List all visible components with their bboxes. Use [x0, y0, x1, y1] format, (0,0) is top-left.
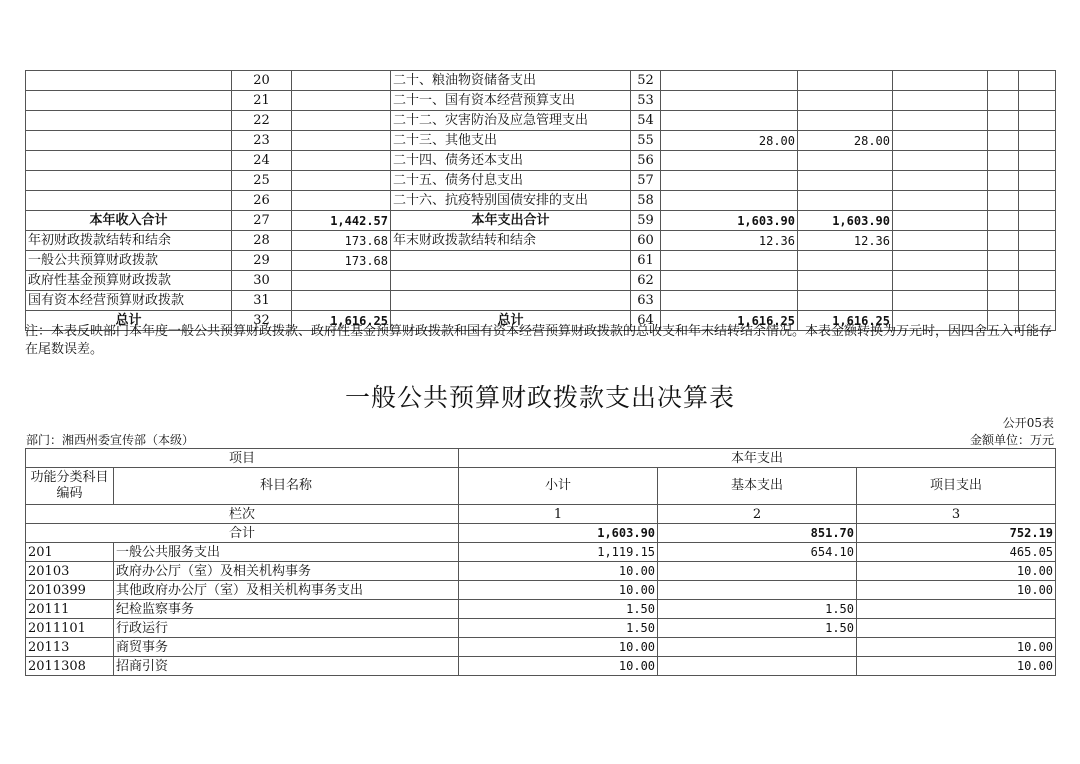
table-cell: 31: [232, 291, 292, 311]
table-cell: 27: [232, 211, 292, 231]
table-cell: [26, 191, 232, 211]
table-cell: [798, 91, 893, 111]
table-cell: 二十四、债务还本支出: [391, 151, 631, 171]
table-cell: 62: [631, 271, 661, 291]
table-cell: 年末财政拨款结转和结余: [391, 231, 631, 251]
table-cell: [292, 291, 391, 311]
summary-table: [25, 70, 1056, 331]
table-cell-basic: 1.50: [658, 600, 857, 619]
table-cell: [893, 111, 988, 131]
total-project: 752.19: [857, 524, 1056, 543]
table-row: [26, 131, 1056, 151]
table-cell: 28.00: [661, 131, 798, 151]
column-index-3: 3: [857, 505, 1056, 524]
table-cell-code: 20111: [26, 600, 114, 619]
table-cell-basic: [658, 562, 857, 581]
table-cell: 26: [232, 191, 292, 211]
table-cell: [893, 131, 988, 151]
table-cell: 173.68: [292, 231, 391, 251]
table-cell: [1019, 271, 1056, 291]
table-cell: 28.00: [798, 131, 893, 151]
table-cell: 53: [631, 91, 661, 111]
table-cell-code: 20113: [26, 638, 114, 657]
table-row: [26, 251, 1056, 271]
table-note: 注：本表反映部门本年度一般公共预算财政拨款、政府性基金预算财政拨款和国有资本经营预算财政拨款的总收支和年末结转结余情况。本表金额转换为万元时，因四舍五入可能存在尾数误差。: [25, 324, 1053, 357]
header-row: [26, 449, 1056, 468]
table-cell: [893, 91, 988, 111]
table-cell: [893, 211, 988, 231]
header-subtotal: 小计: [459, 468, 658, 505]
table-cell: [893, 231, 988, 251]
table-cell: [1019, 151, 1056, 171]
table-cell-subtotal: 10.00: [459, 638, 658, 657]
table-cell-subtotal: 1,119.15: [459, 543, 658, 562]
table-cell: 1,603.90: [798, 211, 893, 231]
table-cell: [988, 271, 1019, 291]
table-cell: 25: [232, 171, 292, 191]
table-cell: [988, 231, 1019, 251]
table-cell: 国有资本经营预算财政拨款: [26, 291, 232, 311]
table-cell: [661, 251, 798, 271]
table-cell-name: 行政运行: [114, 619, 459, 638]
table-cell: [798, 271, 893, 291]
table-cell: 本年收入合计: [26, 211, 232, 231]
table-cell: 64: [631, 311, 661, 331]
table-cell: [1019, 131, 1056, 151]
table-cell-code: 20103: [26, 562, 114, 581]
table-cell: 总计: [26, 311, 232, 331]
table-row: [26, 657, 1056, 676]
table-cell: 总计: [391, 311, 631, 331]
page-title: 一般公共预算财政拨款支出决算表: [344, 383, 735, 412]
table-cell-subtotal: 1.50: [459, 600, 658, 619]
table-cell: 1,616.25: [292, 311, 391, 331]
table-cell: [661, 91, 798, 111]
table-row: [26, 211, 1056, 231]
table-cell: [661, 291, 798, 311]
total-subtotal: 1,603.90: [459, 524, 658, 543]
table-row: [26, 562, 1056, 581]
table-row: [26, 291, 1056, 311]
table-cell: 32: [232, 311, 292, 331]
table-cell: 政府性基金预算财政拨款: [26, 271, 232, 291]
table-cell-name: 招商引资: [114, 657, 459, 676]
table-cell-name: 一般公共服务支出: [114, 543, 459, 562]
table-cell-code: 201: [26, 543, 114, 562]
table-cell: [893, 171, 988, 191]
table-cell-name: 其他政府办公厅（室）及相关机构事务支出: [114, 581, 459, 600]
table-cell: 1,616.25: [661, 311, 798, 331]
table-row: [26, 543, 1056, 562]
table-cell-project: [857, 600, 1056, 619]
table-cell: 1,616.25: [798, 311, 893, 331]
table-cell: 60: [631, 231, 661, 251]
table-cell-code: 2011308: [26, 657, 114, 676]
table-row: [26, 91, 1056, 111]
table-cell: 29: [232, 251, 292, 271]
table-row: [26, 111, 1056, 131]
table-cell: [798, 111, 893, 131]
table-cell: 12.36: [661, 231, 798, 251]
header-subject-name: 科目名称: [114, 468, 459, 505]
table-cell: [988, 151, 1019, 171]
header-func-code: 功能分类科目编码: [26, 468, 114, 505]
table-cell: [893, 271, 988, 291]
table-cell: [1019, 251, 1056, 271]
table-cell: [661, 171, 798, 191]
table-cell: [988, 191, 1019, 211]
department-label: 部门：湘西州委宣传部（本级）: [26, 433, 195, 447]
table-cell-subtotal: 1.50: [459, 619, 658, 638]
table-cell: [798, 71, 893, 91]
table-row: [26, 600, 1056, 619]
table-cell: [988, 111, 1019, 131]
table-cell: 1,603.90: [661, 211, 798, 231]
table-cell-name: 商贸事务: [114, 638, 459, 657]
table-cell: 30: [232, 271, 292, 291]
column-index-1: 1: [459, 505, 658, 524]
table-cell-subtotal: 10.00: [459, 562, 658, 581]
table-cell-basic: [658, 638, 857, 657]
table-cell: [798, 251, 893, 271]
table-cell: [26, 91, 232, 111]
table-cell: 54: [631, 111, 661, 131]
table-cell-basic: [658, 657, 857, 676]
table-cell: 57: [631, 171, 661, 191]
table-cell: [988, 71, 1019, 91]
table-cell: [1019, 91, 1056, 111]
table-cell: 173.68: [292, 251, 391, 271]
table-cell: [1019, 291, 1056, 311]
table-cell-basic: 654.10: [658, 543, 857, 562]
table-cell: 一般公共预算财政拨款: [26, 251, 232, 271]
table-cell: [292, 111, 391, 131]
table-cell: 28: [232, 231, 292, 251]
column-index-row: [26, 505, 1056, 524]
total-row: [26, 524, 1056, 543]
table-cell-code: 2011101: [26, 619, 114, 638]
table-cell: [1019, 231, 1056, 251]
table-cell: [26, 131, 232, 151]
table-row: [26, 581, 1056, 600]
table-cell: 63: [631, 291, 661, 311]
table-cell: [798, 151, 893, 171]
table-cell: [988, 171, 1019, 191]
table-row: [26, 171, 1056, 191]
table-cell-basic: [658, 581, 857, 600]
table-cell: 59: [631, 211, 661, 231]
table-cell: 二十一、国有资本经营预算支出: [391, 91, 631, 111]
table-cell: 二十三、其他支出: [391, 131, 631, 151]
table-cell: 二十六、抗疫特别国债安排的支出: [391, 191, 631, 211]
table-cell: [292, 131, 391, 151]
table-cell: [661, 191, 798, 211]
table-cell: 12.36: [798, 231, 893, 251]
table-cell: [1019, 191, 1056, 211]
total-basic: 851.70: [658, 524, 857, 543]
table-cell: [1019, 211, 1056, 231]
table-cell-name: 纪检监察事务: [114, 600, 459, 619]
table-cell: 二十二、灾害防治及应急管理支出: [391, 111, 631, 131]
table-cell: 20: [232, 71, 292, 91]
table-cell: 二十、粮油物资储备支出: [391, 71, 631, 91]
table-cell-project: 10.00: [857, 562, 1056, 581]
table-cell: [292, 271, 391, 291]
table-cell-project: [857, 619, 1056, 638]
table-cell: 24: [232, 151, 292, 171]
table-cell: [988, 211, 1019, 231]
table-cell-basic: 1.50: [658, 619, 857, 638]
table-cell: [893, 71, 988, 91]
amount-unit-label: 金额单位：万元: [969, 433, 1054, 447]
table-cell: 年初财政拨款结转和结余: [26, 231, 232, 251]
table-cell: [292, 171, 391, 191]
table-cell: 58: [631, 191, 661, 211]
table-cell: [26, 71, 232, 91]
table-cell: [26, 151, 232, 171]
table-cell: [988, 251, 1019, 271]
header-project-expense: 项目支出: [857, 468, 1056, 505]
table-cell-subtotal: 10.00: [459, 657, 658, 676]
table-cell-subtotal: 10.00: [459, 581, 658, 600]
table-row: [26, 638, 1056, 657]
table-cell: [1019, 71, 1056, 91]
table-cell: [292, 71, 391, 91]
table-row: [26, 271, 1056, 291]
table-cell: [1019, 171, 1056, 191]
table-cell: 本年支出合计: [391, 211, 631, 231]
table-cell: [391, 251, 631, 271]
table-cell: [661, 271, 798, 291]
table-cell: [292, 91, 391, 111]
table-cell: 21: [232, 91, 292, 111]
table-cell: [391, 291, 631, 311]
header-basic: 基本支出: [658, 468, 857, 505]
column-index-2: 2: [658, 505, 857, 524]
table-cell: 1,442.57: [292, 211, 391, 231]
header-row: [26, 468, 1056, 505]
header-current-year-expense: 本年支出: [459, 449, 1056, 468]
table-cell: [893, 151, 988, 171]
table-code: 公开05表: [1002, 416, 1054, 430]
table-cell: [988, 91, 1019, 111]
table-cell-project: 465.05: [857, 543, 1056, 562]
table-cell: [661, 71, 798, 91]
expense-table: [25, 448, 1056, 676]
table-cell: [798, 171, 893, 191]
column-index-label: 栏次: [26, 505, 459, 524]
table-cell: [391, 271, 631, 291]
table-cell: 61: [631, 251, 661, 271]
table-cell-project: 10.00: [857, 657, 1056, 676]
table-row: [26, 619, 1056, 638]
table-cell-project: 10.00: [857, 581, 1056, 600]
table-cell-name: 政府办公厅（室）及相关机构事务: [114, 562, 459, 581]
table-cell: [1019, 111, 1056, 131]
total-label: 合计: [26, 524, 459, 543]
table-cell: [893, 191, 988, 211]
table-cell: [893, 251, 988, 271]
table-cell: 55: [631, 131, 661, 151]
table-row: [26, 231, 1056, 251]
table-row: [26, 191, 1056, 211]
table-row: [26, 151, 1056, 171]
table-cell: [292, 151, 391, 171]
table-cell: [26, 171, 232, 191]
table-cell: 二十五、债务付息支出: [391, 171, 631, 191]
table-cell: [798, 291, 893, 311]
table-cell: 22: [232, 111, 292, 131]
header-project: 项目: [26, 449, 459, 468]
table-cell: [798, 191, 893, 211]
table-cell: 23: [232, 131, 292, 151]
table-cell: [26, 111, 232, 131]
table-cell: [988, 291, 1019, 311]
table-cell-project: 10.00: [857, 638, 1056, 657]
table-cell: [988, 131, 1019, 151]
table-cell: [292, 191, 391, 211]
table-row: [26, 71, 1056, 91]
table-cell: [661, 151, 798, 171]
table-cell: [661, 111, 798, 131]
table-cell: [893, 291, 988, 311]
table-cell: 52: [631, 71, 661, 91]
table-cell: 56: [631, 151, 661, 171]
table-cell-code: 2010399: [26, 581, 114, 600]
